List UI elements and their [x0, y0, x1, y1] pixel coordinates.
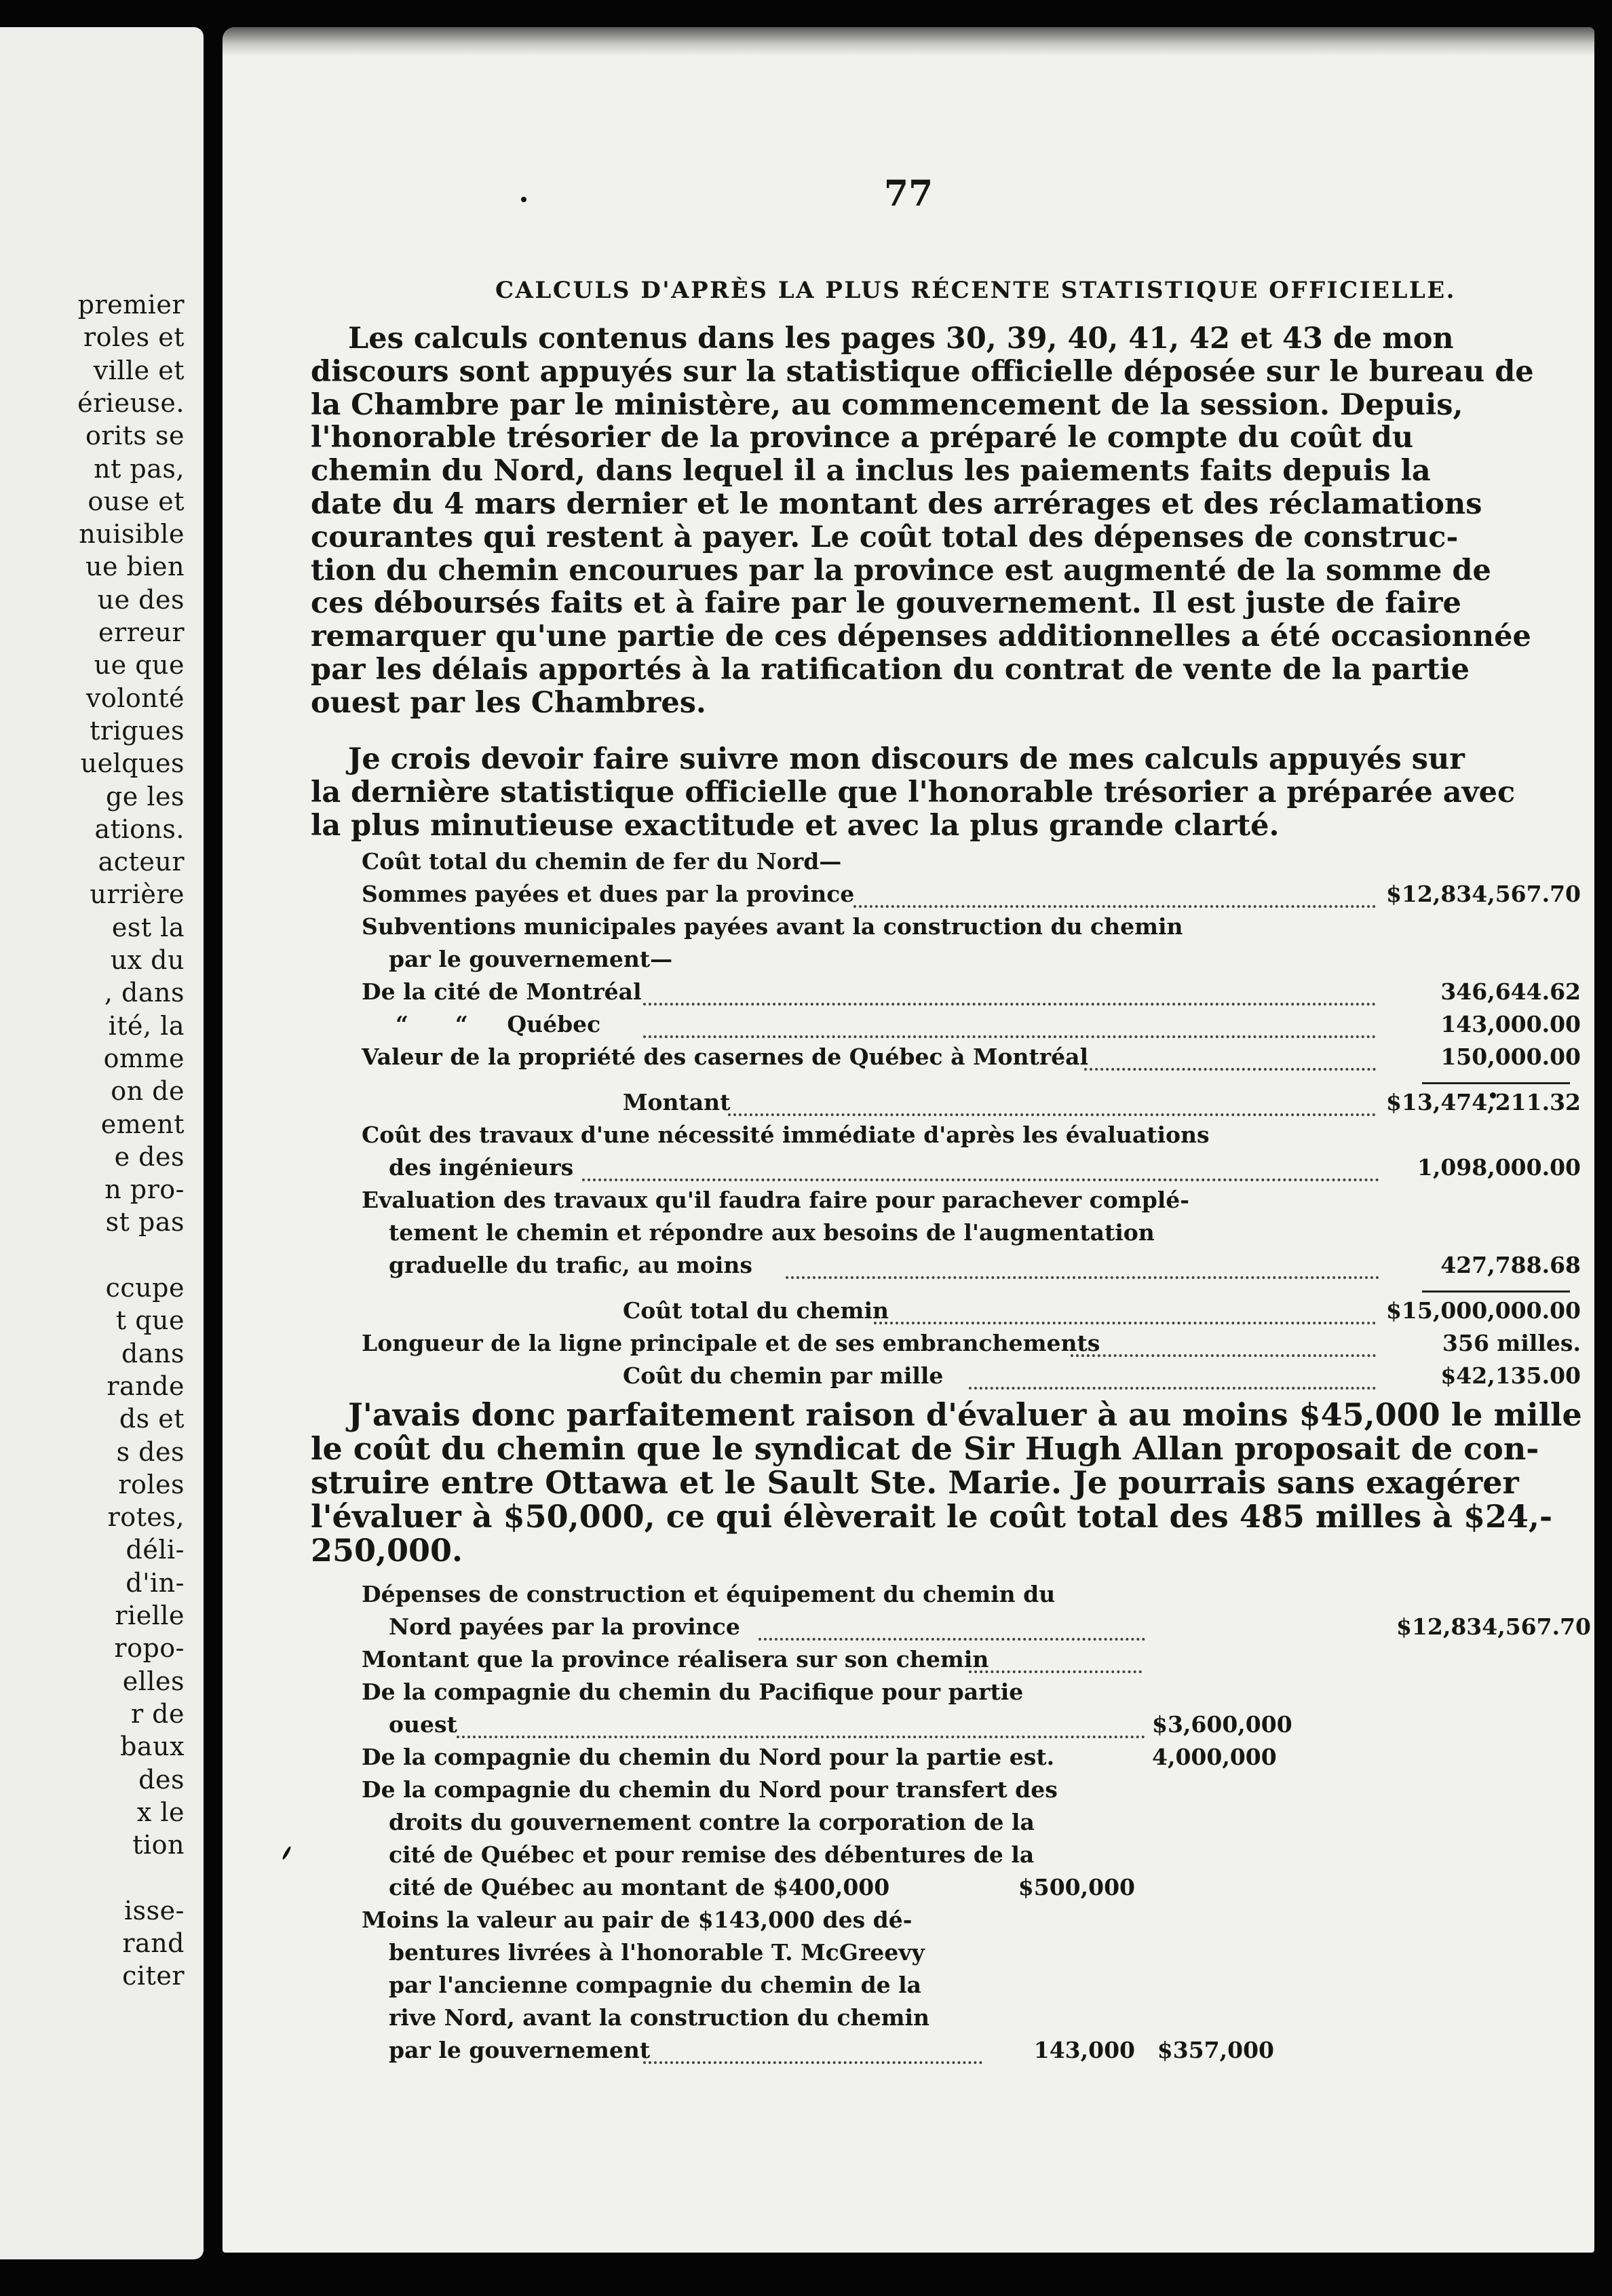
left-page-fragment: ccupe — [105, 1273, 185, 1303]
left-page-fragment: est la — [111, 912, 185, 942]
left-page-fragment: st pas — [105, 1207, 185, 1238]
ledger-label: Coût des travaux d'une nécessité immédiate d'après les évaluations — [362, 1122, 1210, 1148]
leader-dots — [643, 1000, 1376, 1006]
text-line: courantes qui restent à payer. Le coût total des dépenses de construc- — [311, 520, 1459, 554]
ledger-label: cité de Québec au montant de $400,000 — [389, 1874, 890, 1900]
left-page-fragment: ations. — [94, 814, 185, 844]
ledger-amount: 150,000.00 — [1440, 1044, 1581, 1070]
text-line: Les calculs contenus dans les pages 30, 39, 40, 41, 42 et 43 de mon — [348, 322, 1454, 356]
ledger-amount: $500,000 — [1018, 1874, 1135, 1900]
total-label: Montant — [623, 1089, 731, 1115]
left-page-fragment: on de — [111, 1076, 185, 1107]
ledger-amount: $3,600,000 — [1152, 1711, 1292, 1738]
section-title: CALCULS D'APRÈS LA PLUS RÉCENTE STATISTIQUE OFFICIELLE. — [495, 277, 1457, 304]
leader-dots — [759, 1635, 1145, 1641]
text-line: la dernière statistique officielle que l'honorable trésorier a préparée avec — [311, 775, 1516, 809]
leader-dots — [853, 902, 1376, 908]
left-page-fragment: ville et — [93, 355, 185, 385]
text-line: ces déboursés faits et à faire par le gouvernement. Il est juste de faire — [311, 586, 1461, 621]
left-page-fragment: r de — [130, 1698, 185, 1729]
page — [223, 27, 1594, 2253]
left-page-fragment: t que — [115, 1305, 185, 1336]
leader-dots — [582, 1176, 1379, 1181]
ledger-label: De la compagnie du chemin du Nord pour la partie est. — [362, 1744, 1055, 1770]
ledger-label: Nord payées par la province — [389, 1613, 740, 1640]
ledger-label: par l'ancienne compagnie du chemin de la — [389, 1972, 922, 1998]
ledger-label: par le gouvernement — [389, 2037, 651, 2063]
left-page-fragment: x le — [136, 1797, 185, 1827]
left-page-fragment: orits se — [85, 421, 185, 451]
ledger-label: ouest — [389, 1711, 457, 1738]
left-page-fragment: rielle — [115, 1601, 185, 1630]
ledger-amount: 346,644.62 — [1440, 978, 1581, 1005]
text-line: 250,000. — [311, 1532, 463, 1569]
text-line: date du 4 mars dernier et le montant des arrérages et des réclamations — [311, 486, 1482, 521]
left-page-fragment: roles et — [83, 322, 185, 353]
total-label: Coût total du chemin — [623, 1297, 889, 1324]
left-page-fragment: e des — [114, 1141, 185, 1172]
ledger-amount: 143,000 — [1033, 2037, 1135, 2063]
ledger-amount: $12,834,567.70 — [1385, 881, 1581, 907]
left-page-fragment: acteur — [98, 847, 185, 877]
text-line: la Chambre par le ministère, au commencement de la session. Depuis, — [311, 387, 1463, 422]
left-page-fragment: rand — [122, 1928, 185, 1958]
ledger-label: Valeur de la propriété des casernes de Québec à Montréal — [362, 1044, 1089, 1070]
left-page-fragment: trigues — [90, 715, 185, 746]
sum-rule — [1422, 1290, 1570, 1293]
text-line: remarquer qu'une partie de ces dépenses additionnelles a été occasionnée — [311, 619, 1531, 654]
left-page-fragment: ropo- — [114, 1633, 185, 1664]
left-page-fragment: erreur — [98, 617, 185, 647]
left-page-fragment: nt pas, — [94, 453, 185, 484]
ledger-label: “ “ Québec — [396, 1011, 601, 1037]
text-line: discours sont appuyés sur la statistique officielle déposée sur le bureau de — [311, 354, 1534, 389]
text-line: la plus minutieuse exactitude et avec la plus grande clarté. — [311, 808, 1280, 843]
left-page-fragment: omme — [103, 1043, 185, 1073]
ledger-label: De la cité de Montréal — [362, 978, 642, 1005]
left-page-fragment: rotes, — [107, 1502, 185, 1533]
left-page-fragment: s des — [116, 1436, 185, 1467]
left-page-fragment: ux du — [110, 945, 185, 975]
left-page-fragment: ement — [100, 1109, 185, 1139]
left-page-fragment: érieuse. — [77, 387, 185, 418]
ledger-label: Dépenses de construction et équipement du chemin du — [362, 1581, 1056, 1607]
left-page-fragment: ue bien — [85, 552, 185, 582]
ledger-label: des ingénieurs — [389, 1154, 574, 1181]
ledger-amount: 4,000,000 — [1152, 1744, 1277, 1770]
left-page-fragment: ge les — [105, 781, 185, 811]
ledger-amount: $12,834,567.70 — [1396, 1613, 1591, 1640]
ledger-label: tement le chemin et répondre aux besoins de l'augmentation — [389, 1219, 1155, 1246]
ledger-label: rive Nord, avant la construction du chemin — [389, 2004, 930, 2031]
leader-dots — [643, 2059, 982, 2064]
paragraph-2 — [311, 742, 1516, 843]
left-page-fragment: premier — [77, 290, 185, 320]
leader-dots — [786, 1274, 1379, 1279]
ledger-heading: Coût total du chemin de fer du Nord— — [362, 848, 842, 875]
left-page-fragment: ue des — [97, 584, 185, 615]
ledger-label: Moins la valeur au pair de $143,000 des dé- — [362, 1907, 913, 1933]
text-line: par les délais apportés à la ratification du contrat de vente de la partie — [311, 652, 1470, 687]
ledger-label: De la compagnie du chemin du Nord pour transfert des — [362, 1776, 1058, 1803]
text-line: J'avais donc parfaitement raison d'évaluer à au moins $45,000 le mille — [348, 1396, 1582, 1433]
left-page-fragment: isse- — [124, 1895, 185, 1926]
ledger-amount: $357,000 — [1157, 2037, 1274, 2063]
page-number: 77 — [883, 173, 934, 214]
leader-dots — [1084, 1065, 1376, 1071]
left-page-fragment: baux — [120, 1731, 185, 1762]
leader-dots — [1071, 1352, 1376, 1357]
paragraph-1 — [311, 322, 1534, 720]
ledger-label: Montant que la province réalisera sur son chemin — [362, 1646, 989, 1672]
left-page-fragment: tion — [132, 1830, 185, 1860]
ledger-label: Sommes payées et dues par la province — [362, 881, 855, 907]
leader-dots — [969, 1384, 1376, 1390]
left-page-fragment: uelques — [80, 748, 185, 779]
leader-dots — [643, 1033, 1376, 1038]
left-page-fragment: des — [138, 1764, 185, 1795]
previous-page-edge — [0, 27, 204, 2259]
ledger-label: cité de Québec et pour remise des débentures de la — [389, 1841, 1035, 1868]
sum-rule — [1422, 1082, 1570, 1084]
total-amount: $15,000,000.00 — [1385, 1297, 1581, 1324]
total-amount: $13,474,211.32 — [1385, 1089, 1581, 1115]
text-line: tion du chemin encourues par la province est augmenté de la somme de — [311, 553, 1491, 588]
left-page-fragment: elles — [122, 1666, 185, 1696]
leader-dots — [874, 1319, 1376, 1324]
ledger-label: droits du gouvernement contre la corporation de la — [389, 1809, 1035, 1835]
left-page-fragment: déli- — [126, 1535, 185, 1565]
ledger-label: graduelle du trafic, au moins — [389, 1252, 752, 1278]
leader-dots — [969, 1668, 1142, 1673]
text-line: ouest par les Chambres. — [311, 685, 706, 720]
left-page-fragment: roles — [118, 1469, 185, 1499]
left-page-fragment: ouse et — [88, 486, 185, 516]
left-page-fragment: urrière — [90, 879, 185, 910]
ledger-label: Coût du chemin par mille — [623, 1362, 944, 1389]
left-page-fragment: volonté — [85, 683, 185, 713]
text-line: chemin du Nord, dans lequel il a inclus les paiements faits depuis la — [311, 454, 1431, 489]
text-line: le coût du chemin que le syndicat de Sir Hugh Allan proposait de con- — [311, 1430, 1539, 1467]
ledger-label: bentures livrées à l'honorable T. McGreevy — [389, 1939, 925, 1966]
text-line: l'évaluer à $50,000, ce qui élèverait le coût total des 485 milles à $24,- — [311, 1498, 1553, 1535]
page-top-edge — [223, 27, 1594, 56]
paragraph-3 — [311, 1396, 1582, 1569]
ledger-label: De la compagnie du chemin du Pacifique pour partie — [362, 1679, 1024, 1705]
ledger-label: par le gouvernement— — [389, 946, 673, 972]
left-page-fragment: ds et — [119, 1404, 185, 1434]
ledger-amount: 427,788.68 — [1440, 1252, 1581, 1278]
ledger-label: Subventions municipales payées avant la construction du chemin — [362, 913, 1183, 940]
text-line: struire entre Ottawa et le Sault Ste. Marie. Je pourrais sans exagérer — [311, 1464, 1519, 1501]
left-page-fragment: citer — [122, 1961, 185, 1991]
ledger-amount: 1,098,000.00 — [1417, 1154, 1581, 1181]
left-page-fragment: ue que — [94, 650, 185, 681]
text-line: Je crois devoir faire suivre mon discours de mes calculs appuyés sur — [348, 742, 1465, 776]
text-line: l'honorable trésorier de la province a préparé le compte du coût du — [311, 421, 1414, 455]
ledger-amount: 356 milles. — [1442, 1330, 1581, 1356]
left-page-fragment: nuisible — [79, 519, 185, 550]
leader-dots — [457, 1733, 1145, 1738]
left-page-fragment: rande — [107, 1371, 185, 1401]
ledger-amount: $42,135.00 — [1440, 1362, 1581, 1389]
left-page-fragment: d'in- — [126, 1567, 185, 1598]
left-page-fragment: , dans — [104, 978, 185, 1008]
ledger-label: Evaluation des travaux qu'il faudra faire pour parachever complé- — [362, 1187, 1190, 1213]
leader-dots — [728, 1111, 1376, 1116]
left-page-fragment: n pro- — [104, 1174, 185, 1205]
ledger-label: Longueur de la ligne principale et de ses embranchements — [362, 1330, 1100, 1356]
left-page-fragment: dans — [121, 1338, 185, 1369]
left-page-fragment: ité, la — [108, 1010, 185, 1041]
ledger-amount: 143,000.00 — [1440, 1011, 1581, 1037]
